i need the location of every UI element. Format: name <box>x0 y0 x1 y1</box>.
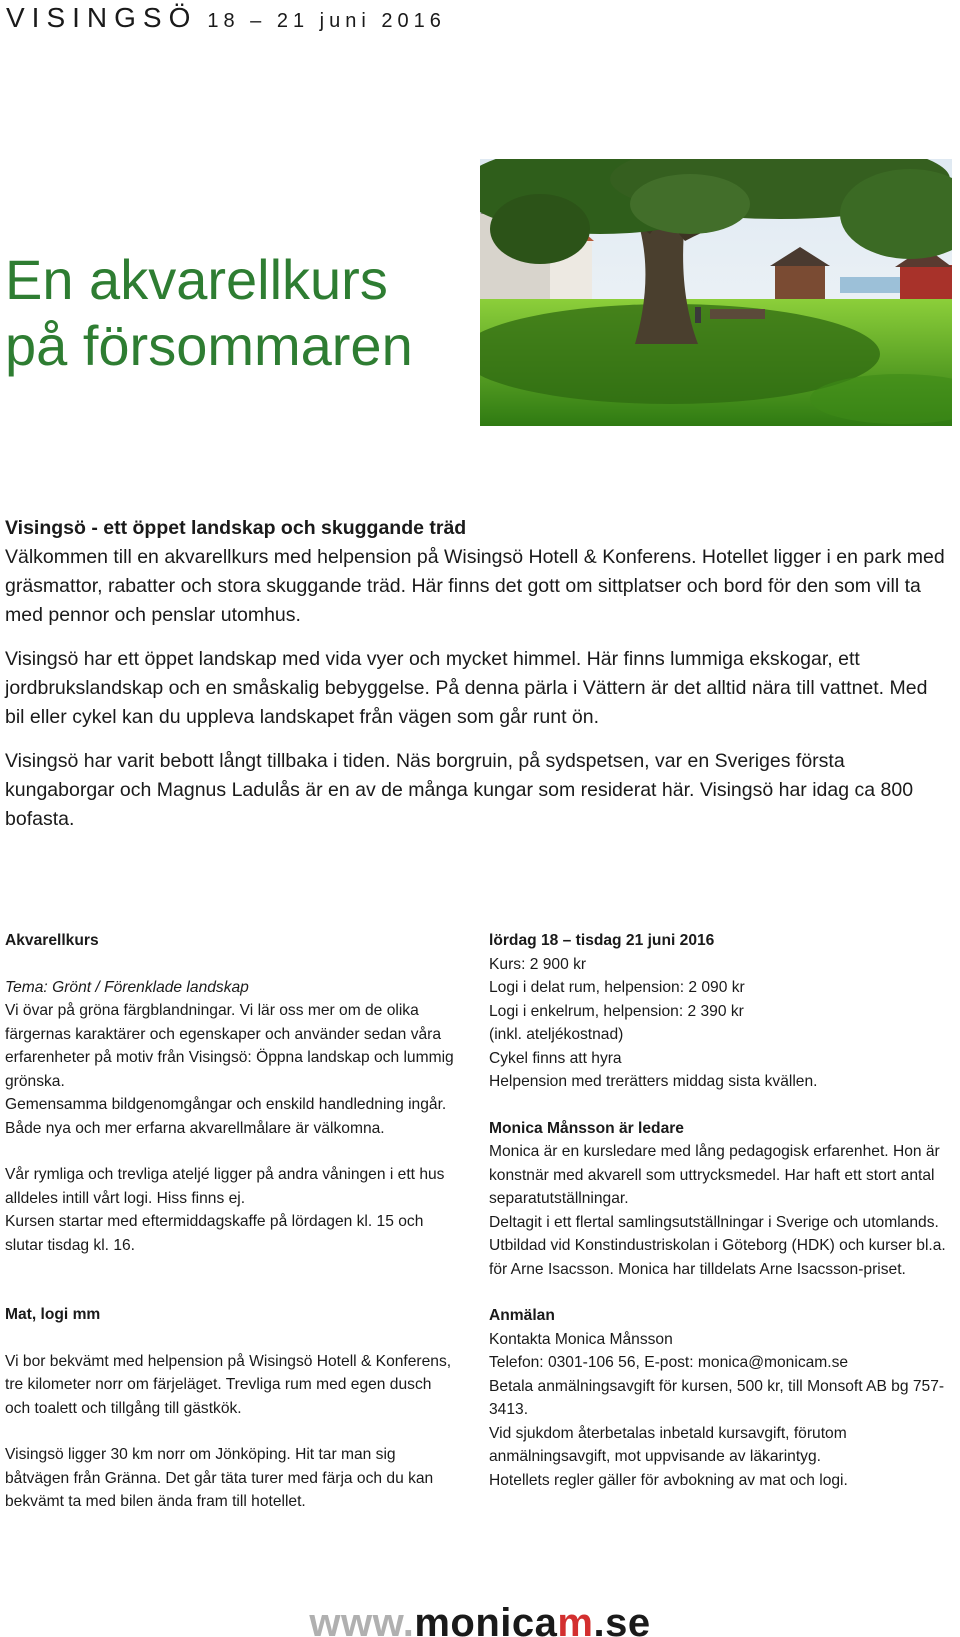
leader-heading: Monica Månsson är ledare <box>489 1119 684 1137</box>
lodging-paragraph-1: Vi bor bekvämt med helpension på Wisingsö Hotell & Konferens, tre kilometer norr om färjeläget. Trevliga rum med egen dusch och toalett och tillgång till gästkök. <box>5 1352 452 1417</box>
intro-paragraph-3: Visingsö har varit bebott långt tillbaka i tiden. Näs borgruin, på sydspetsen, var en Sveriges första kungaborgar och Magnus Ladulås är en av de många kungar som residerat här. Visingsö har idag ca 800 bofasta. <box>5 750 914 830</box>
event-dates: 18 – 21 juni 2016 <box>207 10 446 32</box>
footer-www: www. <box>309 1601 415 1637</box>
leader-paragraph: Monica är en kursledare med lång pedagogisk erfarenhet. Hon är konstnär med akvarell som uttrycksmedel. Har haft ett stort antal separatutställningar. <box>489 1143 940 1207</box>
course-paragraph-1: Vi övar på gröna färgblandningar. Vi lär oss mer om de olika färgernas karaktärer och egenskaper och använder sedan våra erfarenheter på motiv från Visingsö: Öppna landskap och lummig grönska. <box>5 1002 454 1090</box>
leader-paragraph: Utbildad vid Konstindustriskolan i Göteborg (HDK) och kurser bl.a. för Arne Isacsson. Monica har tilldelats Arne Isacsson-priset. <box>489 1237 946 1278</box>
right-column <box>489 929 954 1492</box>
signup-line: Vid sjukdom återbetalas inbetald kursavgift, förutom anmälningsavgift, mot uppvisande av läkarintyg. <box>489 1424 847 1465</box>
signup-line: Hotellets regler gäller för avbokning av mat och logi. <box>489 1471 848 1489</box>
course-heading: Akvarellkurs <box>5 932 99 949</box>
price-line: Logi i delat rum, helpension: 2 090 kr <box>489 979 745 996</box>
leader-paragraph: Deltagit i ett flertal samlingsutställningar i Sverige och utomlands. <box>489 1213 939 1231</box>
price-line: Cykel finns att hyra <box>489 1049 622 1067</box>
signup-line: Betala anmälningsavgift för kursen, 500 kr, till Monsoft AB bg 757-3413. <box>489 1377 945 1418</box>
intro-paragraph-2: Visingsö har ett öppet landskap med vida vyer och mycket himmel. Här finns lummiga ekskogar, ett jordbrukslandskap och en småskalig bebyggelse. På denna pärla i Vättern är det alltid nära till vattnet. Med bil eller cykel kan du uppleva landskapet från vägen som går runt ön. <box>5 648 928 728</box>
course-paragraph-4: Kursen startar med eftermiddagskaffe på lördagen kl. 15 och slutar tisdag kl. 16. <box>5 1213 424 1254</box>
signup-line: Kontakta Monica Månsson <box>489 1330 673 1348</box>
signup-contact[interactable]: Telefon: 0301-106 56, E-post: monica@monicam.se <box>489 1354 849 1371</box>
park-photo <box>480 159 952 426</box>
price-line: Helpension med trerätters middag sista kvällen. <box>489 1073 818 1090</box>
headline-line-2: på försommaren <box>5 314 413 377</box>
intro-section <box>5 514 950 849</box>
footer-website-link[interactable] <box>0 1597 960 1637</box>
place-name: VISINGSÖ <box>6 2 198 33</box>
date-heading: lördag 18 – tisdag 21 juni 2016 <box>489 932 715 949</box>
course-theme: Tema: Grönt / Förenklade landskap <box>5 978 249 996</box>
lodging-paragraph-2: Visingsö ligger 30 km norr om Jönköping. Hit tar man sig båtvägen från Gränna. Det går täta turer med färja och du kan bekvämt ta med bilen ända fram till hotellet. <box>5 1446 434 1510</box>
headline <box>5 247 413 379</box>
signup-heading: Anmälan <box>489 1307 555 1324</box>
footer-domain-accent: m <box>557 1601 594 1637</box>
course-paragraph-2: Gemensamma bildgenomgångar och enskild handledning ingår. Både nya och mer erfarna akvarellmålare är välkomna. <box>5 1096 447 1137</box>
footer-tld: .se <box>593 1601 651 1637</box>
footer-domain-main: monica <box>414 1601 558 1637</box>
intro-lead: Visingsö - ett öppet landskap och skuggande träd <box>5 517 467 539</box>
left-column <box>5 929 460 1514</box>
price-line: Logi i enkelrum, helpension: 2 390 kr <box>489 1002 744 1020</box>
price-line: (inkl. ateljékostnad) <box>489 1026 624 1043</box>
intro-paragraph-1: Välkommen till en akvarellkurs med helpension på Wisingsö Hotell & Konferens. Hotellet ligger i en park med gräsmattor, rabatter och stora skuggande träd. Här finns det gott om sittplatser och bord för den som vill ta med pennor och penslar utomhus. <box>5 546 945 626</box>
lodging-heading: Mat, logi mm <box>5 1306 101 1323</box>
oak-tree-park-image <box>480 159 952 426</box>
price-line: Kurs: 2 900 kr <box>489 955 587 973</box>
page-header <box>6 2 446 34</box>
course-paragraph-3: Vår rymliga och trevliga ateljé ligger på andra våningen i ett hus alldeles intill vårt logi. Hiss finns ej. <box>5 1166 445 1207</box>
headline-line-1: En akvarellkurs <box>5 248 388 311</box>
